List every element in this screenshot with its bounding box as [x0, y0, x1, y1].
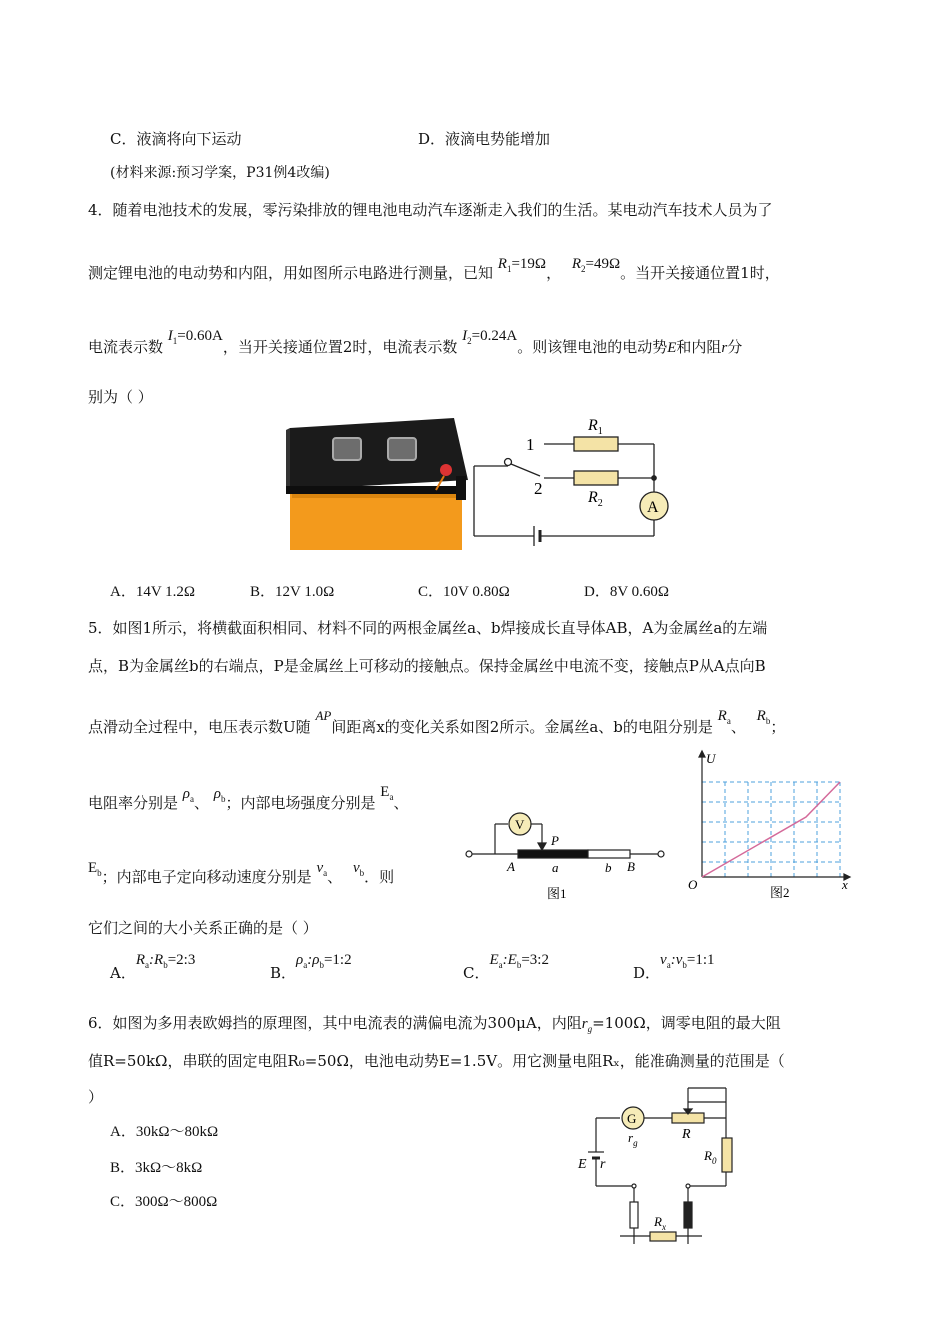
svg-text:U: U	[706, 751, 716, 766]
svg-text:V: V	[515, 817, 525, 832]
q3-option-d: D．液滴电势能增加	[418, 130, 551, 148]
q4-figure	[278, 410, 678, 555]
switch-pos-2: 2	[534, 479, 543, 498]
q6-option-c: C．300Ω～800Ω	[110, 1194, 218, 1210]
q5-line1: 5．如图1所示，将横截面积相同、材料不同的两根金属丝a、b焊接成长直导体AB，A为金属丝a的左端	[88, 619, 768, 637]
q6-option-b: B．3kΩ～8kΩ	[110, 1160, 203, 1176]
svg-text:R: R	[682, 1127, 691, 1142]
svg-text:b: b	[605, 860, 612, 875]
q5-option-d: D．$v_a:v_b=1:1$	[633, 952, 715, 982]
q5-figure-1	[460, 805, 670, 905]
q4-line1: 4．随着电池技术的发展，零污染排放的锂电池电动汽车逐渐走入我们的生活。某电动汽车技术人员为了	[88, 201, 773, 219]
battery-photo	[286, 418, 468, 550]
q6-option-a: A．30kΩ～80kΩ	[110, 1124, 219, 1140]
circuit-diagram	[474, 437, 668, 546]
q5-option-c: C．$E_a:E_b=3:2$	[463, 952, 549, 982]
svg-text:E: E	[578, 1157, 587, 1172]
q4-line4: 别为（ ）	[88, 388, 153, 406]
svg-text:图2: 图2	[770, 885, 790, 900]
svg-text:R0: $R_0$	[704, 1148, 717, 1166]
svg-text:rg: $r_g$	[628, 1130, 638, 1148]
q4-option-c: C．10V 0.80Ω	[418, 584, 510, 600]
q5-line2: 点，B为金属丝b的右端点，P是金属丝上可移动的接触点。保持金属丝中电流不变，接触点P从A点向B	[88, 657, 766, 675]
svg-text:x: x	[842, 877, 848, 892]
svg-text:G: G	[627, 1111, 637, 1126]
q5-line5: $E_b$；内部电子定向移动速度分别是 $v_a$、 $v_b$．则	[88, 860, 395, 886]
r2-label: $R_2$	[588, 489, 603, 509]
q5-line4: 电阻率分别是 $\rho_a$、 $\rho_b$；内部电场强度分别是 $E_a$、	[88, 784, 409, 812]
q6-line3: ）	[88, 1088, 104, 1106]
q5-line3: 点滑动全过程中，电压表示数U随 AP间距离x的变化关系如图2所示。金属丝a、b的电阻分别是 $R_a$、 $R_b$；	[88, 708, 786, 736]
q4-option-b: B．12V 1.0Ω	[250, 584, 335, 600]
svg-text:图1: 图1	[547, 886, 567, 901]
q5-figure-2	[684, 745, 854, 905]
q5-option-b: B．$\rho_a:\rho_b=1:2$	[270, 952, 352, 982]
svg-text:O: O	[688, 877, 698, 892]
q6-figure	[570, 1082, 750, 1250]
ammeter-label: A	[647, 499, 659, 516]
q4-line2: 测定锂电池的电动势和内阻，用如图所示电路进行测量，已知 $R_1=19\Omega$， $R_2=49\Omega$。当开关接通位置1时，	[88, 256, 780, 282]
q6-line1: 6．如图为多用表欧姆挡的原理图，其中电流表的满偏电流为300μA，内阻$r_g=100\Omega$，调零电阻的最大阻	[88, 1014, 781, 1034]
r1-label: $R_1$	[588, 417, 603, 437]
q3-option-c: C．液滴将向下运动	[110, 130, 242, 148]
svg-text:B: B	[627, 859, 635, 874]
svg-text:P: P	[551, 833, 559, 848]
q3-source: (材料来源:预习学案，P31例4改编)	[110, 165, 330, 181]
q5-option-a: A．$R_a:R_b=2:3$	[110, 952, 196, 982]
q5-line6: 它们之间的大小关系正确的是（ ）	[88, 919, 318, 937]
svg-text:Rx: $R_x$	[654, 1214, 666, 1232]
q6-line2: 值R=50kΩ，串联的固定电阻R₀=50Ω，电池电动势E=1.5V。用它测量电阻Rₓ，能准确测量的范围是（	[88, 1052, 785, 1070]
svg-text:r: r	[600, 1157, 606, 1172]
svg-text:a: a	[552, 860, 559, 875]
switch-pos-1: 1	[526, 435, 535, 454]
svg-text:A: A	[507, 859, 515, 874]
q4-option-a: A．14V 1.2Ω	[110, 584, 196, 600]
q4-line3: 电流表示数 $I_1=0.60A$，当开关接通位置2时，电流表示数 $I_2=0.24A$。则该锂电池的电动势E和内阻r分	[88, 328, 743, 356]
q4-option-d: D．8V 0.60Ω	[584, 584, 670, 600]
